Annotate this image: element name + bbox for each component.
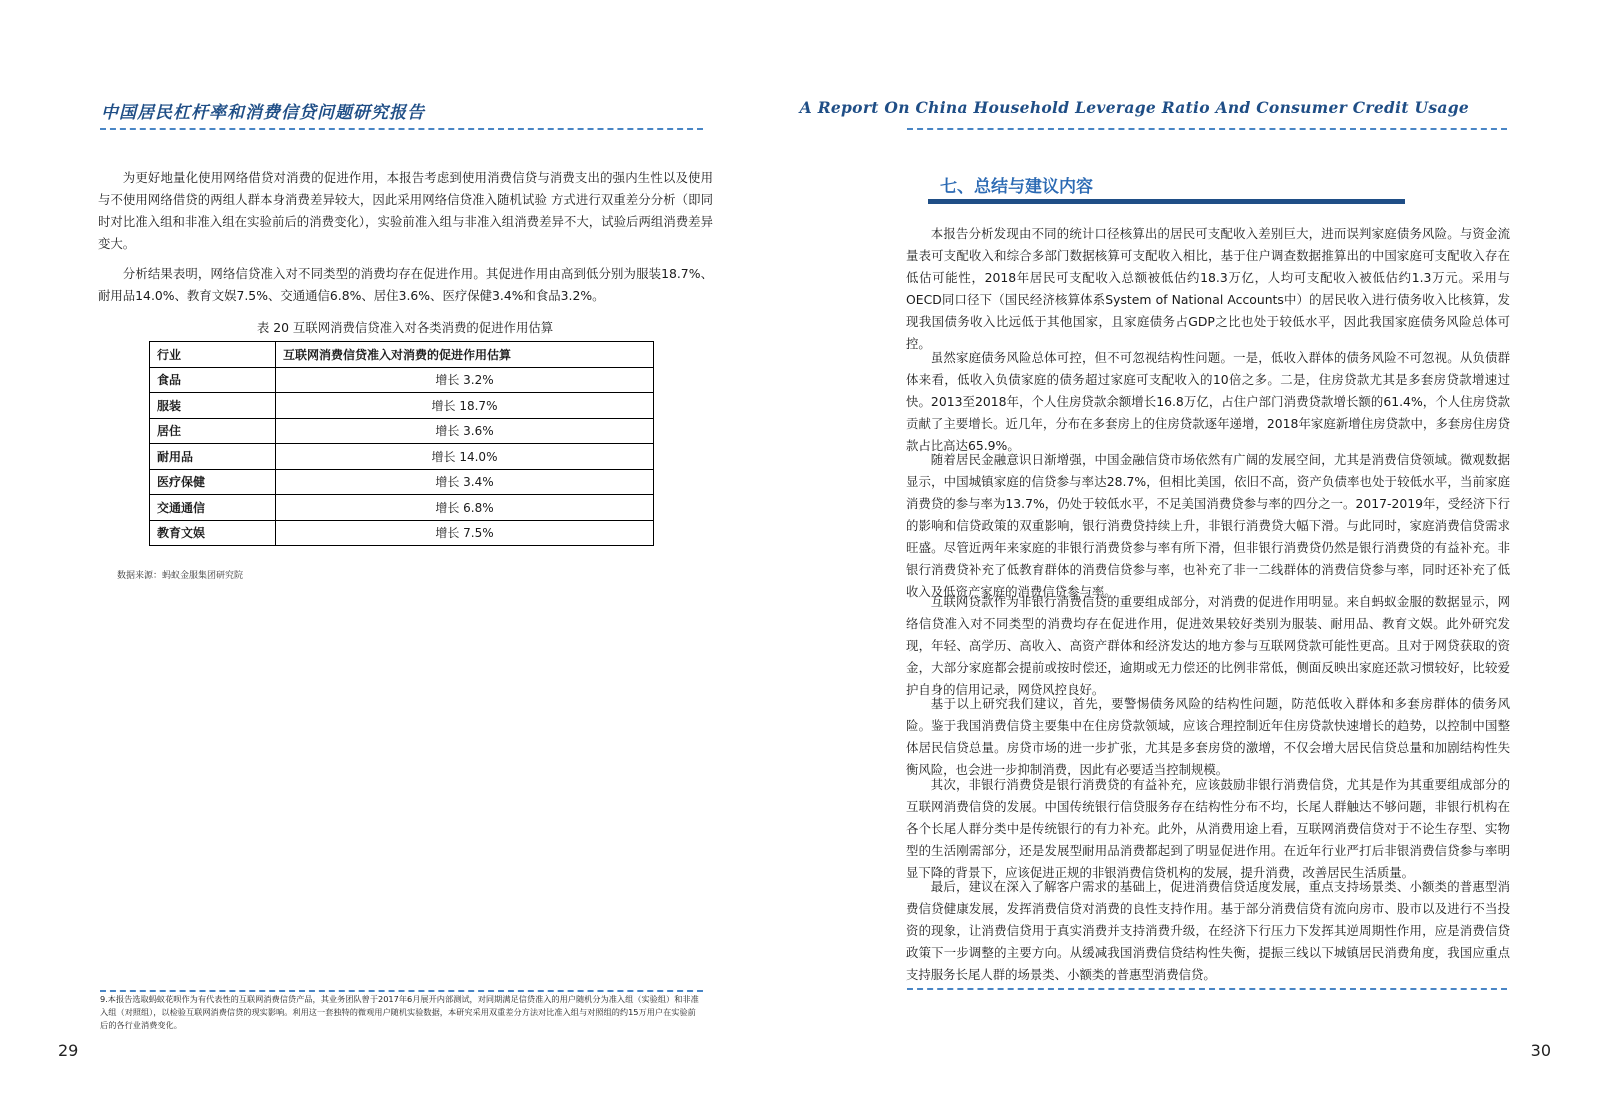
header-divider — [100, 128, 703, 130]
table-cell-value: 增长 3.6% — [276, 418, 654, 444]
left-paragraph-2: 分析结果表明，网络信贷准入对不同类型的消费均存在促进作用。其促进作用由高到低分别为服装18.7%、耐用品14.0%、教育文娱7.5%、交通通信6.8%、居住3.6%、医疗保健3.4%和食品3.2%。 — [98, 266, 713, 303]
table-cell-category: 教育文娱 — [150, 520, 276, 546]
table-cell-category: 交通通信 — [150, 495, 276, 521]
table-cell-category: 服装 — [150, 393, 276, 419]
table-cell-category: 医疗保健 — [150, 469, 276, 495]
table-cell-category: 耐用品 — [150, 444, 276, 470]
section-title: 七、总结与建议内容 — [940, 177, 1093, 197]
right-paragraph-3: 随着居民金融意识日渐增强，中国金融信贷市场依然有广阔的发展空间，尤其是消费信贷领域。微观数据显示，中国城镇家庭的信贷参与率达28.7%，但相比美国，依旧不高，资产负债率也处于较低水平，当前家庭消费贷的参与率为13.7%，仍处于较低水平，不足美国消费贷参与率的四分之一。2017-2019年，受经济下行的影响和信贷政策的双重影响，银行消费贷持续上升，非银行消费贷大幅下滑。与此同时，家庭消费信贷需求旺盛。尽管近两年来家庭的非银行消费贷参与率有所下滑，但非银行消费贷仍然是银行消费贷的有益补充。非银行消费贷补充了低教育群体的消费信贷参与率，也补充了非一二线群体的消费信贷参与率，同时还补充了低收入及低资产家庭的消费信贷参与率。 — [906, 452, 1510, 599]
bottom-divider — [907, 988, 1507, 990]
table-cell-category: 居住 — [150, 418, 276, 444]
table-cell-value: 增长 7.5% — [276, 520, 654, 546]
table-header-effect: 互联网消费信贷准入对消费的促进作用估算 — [276, 342, 654, 368]
table-cell-value: 增长 6.8% — [276, 495, 654, 521]
right-paragraph-4: 互联网贷款作为非银行消费信贷的重要组成部分，对消费的促进作用明显。来自蚂蚁金服的数据显示，网络信贷准入对不同类型的消费均存在促进作用，促进效果较好类别为服装、耐用品、教育文娱。此外研究发现，年轻、高学历、高收入、高资产群体和经济发达的地方参与互联网贷款可能性更高。且对于网贷获取的资金，大部分家庭都会提前或按时偿还，逾期或无力偿还的比例非常低，侧面反映出家庭还款习惯较好，比较爱护自身的信用记录，网贷风控良好。 — [906, 594, 1510, 697]
table-cell-value: 增长 3.4% — [276, 469, 654, 495]
table-row — [150, 367, 654, 393]
table-cell-value: 增长 18.7% — [276, 393, 654, 419]
data-source-note: 数据来源：蚂蚁金服集团研究院 — [117, 571, 244, 581]
section-title-underline — [928, 199, 1405, 204]
left-paragraph-1: 为更好地量化使用网络借贷对消费的促进作用，本报告考虑到使用消费信贷与消费支出的强内生性以及使用与不使用网络借贷的两组人群本身消费差异较大，因此采用网络信贷准入随机试验 方式进行双重差分分析（即同时对比准入组和非准入组在实验前后的消费变化），实验前准入组与非准入组消费差异不大，试验后两组消费差异变大。 — [98, 170, 713, 251]
header-divider — [907, 128, 1507, 130]
right-paragraph-7: 最后，建议在深入了解客户需求的基础上，促进消费信贷适度发展，重点支持场景类、小额类的普惠型消费信贷健康发展，发挥消费信贷对消费的良性支持作用。基于部分消费信贷有流向房市、股市以及进行不当投资的现象，让消费信贷用于真实消费并支持消费升级，在经济下行压力下发挥其逆周期性作用，应是消费信贷政策下一步调整的主要方向。从缓减我国消费信贷结构性失衡，提振三线以下城镇居民消费角度，我国应重点支持服务长尾人群的场景类、小额类的普惠型消费信贷。 — [906, 879, 1510, 982]
right-page — [799, 0, 1609, 1098]
right-paragraph-6: 其次，非银行消费贷是银行消费贷的有益补充，应该鼓励非银行消费信贷，尤其是作为其重要组成部分的互联网消费信贷的发展。中国传统银行信贷服务存在结构性分布不均，长尾人群触达不够问题，非银行机构在各个长尾人群分类中是传统银行的有力补充。此外，从消费用途上看，互联网消费信贷对于不论生存型、实物型的生活刚需部分，还是发展型耐用品消费都起到了明显促进作用。在近年行业严打后非银消费信贷参与率明显下降的背景下，应该促进正规的非银消费信贷机构的发展，提升消费，改善居民生活质量。 — [906, 777, 1510, 880]
table-row — [150, 495, 654, 521]
table-row — [150, 444, 654, 470]
right-header-title: A Report On China Household Leverage Ratio And Consumer Credit Usage — [799, 98, 1469, 117]
table-row — [150, 418, 654, 444]
table-caption: 表 20 互联网消费信贷准入对各类消费的促进作用估算 — [256, 320, 554, 335]
page-number-left: 29 — [58, 1041, 79, 1060]
right-paragraph-2: 虽然家庭债务风险总体可控，但不可忽视结构性问题。一是，低收入群体的债务风险不可忽视。从负债群体来看，低收入负债家庭的债务超过家庭可支配收入的10倍之多。二是，住房贷款尤其是多套房贷款增速过快。2013至2018年，个人住房贷款余额增长16.8万亿，占住户部门消费贷款增长额的61.4%，个人住房贷款贡献了主要增长。近几年，分布在多套房上的住房贷款逐年递增，2018年家庭新增住房贷款中，多套房住房贷款占比高达65.9%。 — [906, 350, 1510, 453]
table-cell-value: 增长 3.2% — [276, 367, 654, 393]
table-cell-value: 增长 14.0% — [276, 444, 654, 470]
table-cell-category: 食品 — [150, 367, 276, 393]
table-header-industry: 行业 — [150, 342, 276, 368]
table-row — [150, 393, 654, 419]
left-header-title: 中国居民杠杆率和消费信贷问题研究报告 — [101, 103, 425, 123]
page-number-right: 30 — [1530, 1041, 1551, 1060]
table-row — [150, 520, 654, 546]
table-header-row — [150, 342, 654, 368]
consumption-effect-table — [149, 341, 654, 546]
right-paragraph-5: 基于以上研究我们建议，首先，要警惕债务风险的结构性问题，防范低收入群体和多套房群体的债务风险。鉴于我国消费信贷主要集中在住房贷款领域，应该合理控制近年住房贷款快速增长的趋势，以控制中国整体居民信贷总量。房贷市场的进一步扩张，尤其是多套房贷的激增，不仅会增大居民信贷总量和加剧结构性失衡风险，也会进一步抑制消费，因此有必要适当控制规模。 — [906, 696, 1510, 777]
footnote: 9.本报告选取蚂蚁花呗作为有代表性的互联网消费信贷产品，其业务团队曾于2017年6月展开内部测试，对同期满足信贷准入的用户随机分为准入组（实验组）和非准入组（对照组），以检验互联网消费信贷的现实影响。利用这一套独特的微观用户随机实验数据，本研究采用双重差分方法对比准入组与对照组的约15万用户在实验前后的各行业消费变化。 — [100, 994, 699, 1030]
right-paragraph-1: 本报告分析发现由不同的统计口径核算出的居民可支配收入差别巨大，进而误判家庭债务风险。与资金流量表可支配收入和综合多部门数据核算可支配收入相比，基于住户调查数据推算出的中国家庭可支配收入存在低估可能性，2018年居民可支配收入总额被低估约18.3万亿，人均可支配收入被低估约1.3万元。采用与OECD同口径下（国民经济核算体系System of National Accounts中）的居民收入进行债务收入比核算，发现我国债务收入比远低于其他国家，且家庭债务占GDP之比也处于较低水平，因此我国家庭债务风险总体可控。 — [906, 226, 1510, 351]
footnote-divider — [100, 990, 703, 992]
table-row — [150, 469, 654, 495]
